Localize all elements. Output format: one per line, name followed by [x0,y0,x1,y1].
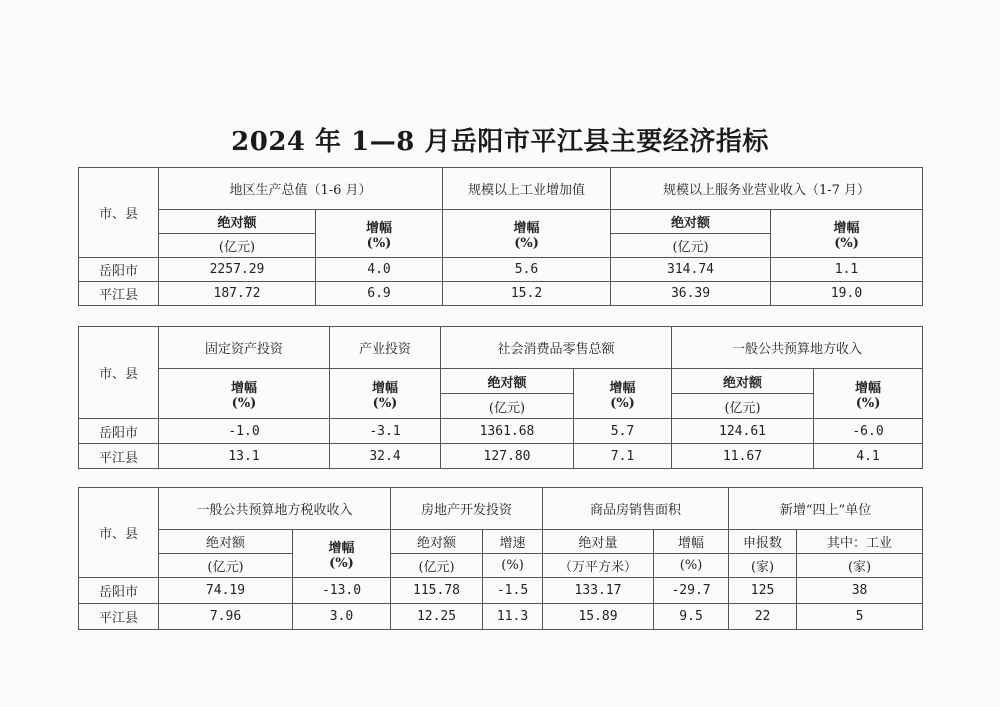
industry-unit: (家) [797,554,923,578]
industry-growth-label: 增幅 (%) [443,210,611,258]
cell-new-industry: 38 [797,578,923,604]
table-tax-realestate-units [78,487,923,630]
service-abs-unit: (亿元) [611,234,771,258]
row-header: 市、县 [79,327,159,419]
gdp-growth-label: 增幅 (%) [316,210,443,258]
cell-retail-growth: 7.1 [574,444,672,469]
cell-service-abs: 314.74 [611,258,771,282]
retail-growth-label: 增幅 (%) [574,369,672,419]
table-row [79,444,923,469]
sales-area-unit: （万平方米） [543,554,654,578]
cell-fai-growth: -1.0 [159,419,330,444]
cell-tax-abs: 7.96 [159,604,293,630]
row-header: 市、县 [79,168,159,258]
table-row [79,578,923,604]
retail-abs-unit: (亿元) [441,394,574,419]
cell-sales-growth: 9.5 [654,604,729,630]
cell-service-growth: 1.1 [771,258,923,282]
cell-re-abs: 12.25 [391,604,483,630]
cell-revenue-growth: 4.1 [814,444,923,469]
group-new-units: 新增“四上”单位 [729,488,923,530]
cell-gdp-growth: 6.9 [316,282,443,306]
revenue-abs-unit: (亿元) [672,394,814,419]
row-name: 平江县 [79,282,159,306]
cell-service-growth: 19.0 [771,282,923,306]
group-real-estate-investment: 房地产开发投资 [391,488,543,530]
sales-growth-label: 增幅 [654,530,729,554]
cell-tax-abs: 74.19 [159,578,293,604]
cell-re-speed: -1.5 [483,578,543,604]
re-abs-unit: (亿元) [391,554,483,578]
reported-label: 申报数 [729,530,797,554]
cell-sales-abs: 133.17 [543,578,654,604]
group-fixed-asset-investment: 固定资产投资 [159,327,330,369]
revenue-growth-label: 增幅 (%) [814,369,923,419]
table-row [79,258,923,282]
cell-gdp-abs: 2257.29 [159,258,316,282]
re-speed-label: 增速 [483,530,543,554]
table-row [79,604,923,630]
gdp-abs-unit: (亿元) [159,234,316,258]
cell-re-speed: 11.3 [483,604,543,630]
retail-abs-label: 绝对额 [441,369,574,394]
cell-retail-growth: 5.7 [574,419,672,444]
group-public-revenue: 一般公共预算地方收入 [672,327,923,369]
cell-revenue-growth: -6.0 [814,419,923,444]
re-abs-label: 绝对额 [391,530,483,554]
row-name: 岳阳市 [79,258,159,282]
industry-label: 其中：工业 [797,530,923,554]
row-name: 岳阳市 [79,419,159,444]
page-title: 2024 年 1—8 月岳阳市平江县主要经济指标 [231,127,769,157]
cell-industry-growth: 5.6 [443,258,611,282]
cell-sales-growth: -29.7 [654,578,729,604]
service-abs-label: 绝对额 [611,210,771,234]
cell-tax-growth: 3.0 [293,604,391,630]
table-gdp-industry-services [78,167,923,306]
tax-abs-unit: (亿元) [159,554,293,578]
cell-revenue-abs: 124.61 [672,419,814,444]
tax-growth-label: 增幅 (%) [293,530,391,578]
row-name: 平江县 [79,604,159,630]
table-row [79,282,923,306]
revenue-abs-label: 绝对额 [672,369,814,394]
cell-industry-investment-growth: -3.1 [330,419,441,444]
cell-retail-abs: 127.80 [441,444,574,469]
group-tax-revenue: 一般公共预算地方税收收入 [159,488,391,530]
sales-growth-unit: (%) [654,554,729,578]
cell-new-reported: 22 [729,604,797,630]
reported-unit: (家) [729,554,797,578]
cell-gdp-abs: 187.72 [159,282,316,306]
cell-new-reported: 125 [729,578,797,604]
cell-revenue-abs: 11.67 [672,444,814,469]
cell-new-industry: 5 [797,604,923,630]
group-industry-investment: 产业投资 [330,327,441,369]
re-speed-unit: (%) [483,554,543,578]
group-service-revenue: 规模以上服务业营业收入（1-7 月） [611,168,923,210]
service-growth-label: 增幅 (%) [771,210,923,258]
cell-gdp-growth: 4.0 [316,258,443,282]
cell-sales-abs: 15.89 [543,604,654,630]
group-retail-sales: 社会消费品零售总额 [441,327,672,369]
cell-industry-growth: 15.2 [443,282,611,306]
cell-industry-investment-growth: 32.4 [330,444,441,469]
cell-service-abs: 36.39 [611,282,771,306]
fai-growth-label: 增幅 (%) [159,369,330,419]
cell-retail-abs: 1361.68 [441,419,574,444]
row-header: 市、县 [79,488,159,578]
group-industry-value-added: 规模以上工业增加值 [443,168,611,210]
row-name: 平江县 [79,444,159,469]
group-gdp: 地区生产总值（1-6 月） [159,168,443,210]
gdp-abs-label: 绝对额 [159,210,316,234]
table-row [79,419,923,444]
tax-abs-label: 绝对额 [159,530,293,554]
cell-fai-growth: 13.1 [159,444,330,469]
table-investment-retail-revenue [78,326,923,469]
cell-tax-growth: -13.0 [293,578,391,604]
row-name: 岳阳市 [79,578,159,604]
industry-investment-growth-label: 增幅 (%) [330,369,441,419]
sales-amount-label: 绝对量 [543,530,654,554]
group-housing-sales-area: 商品房销售面积 [543,488,729,530]
cell-re-abs: 115.78 [391,578,483,604]
